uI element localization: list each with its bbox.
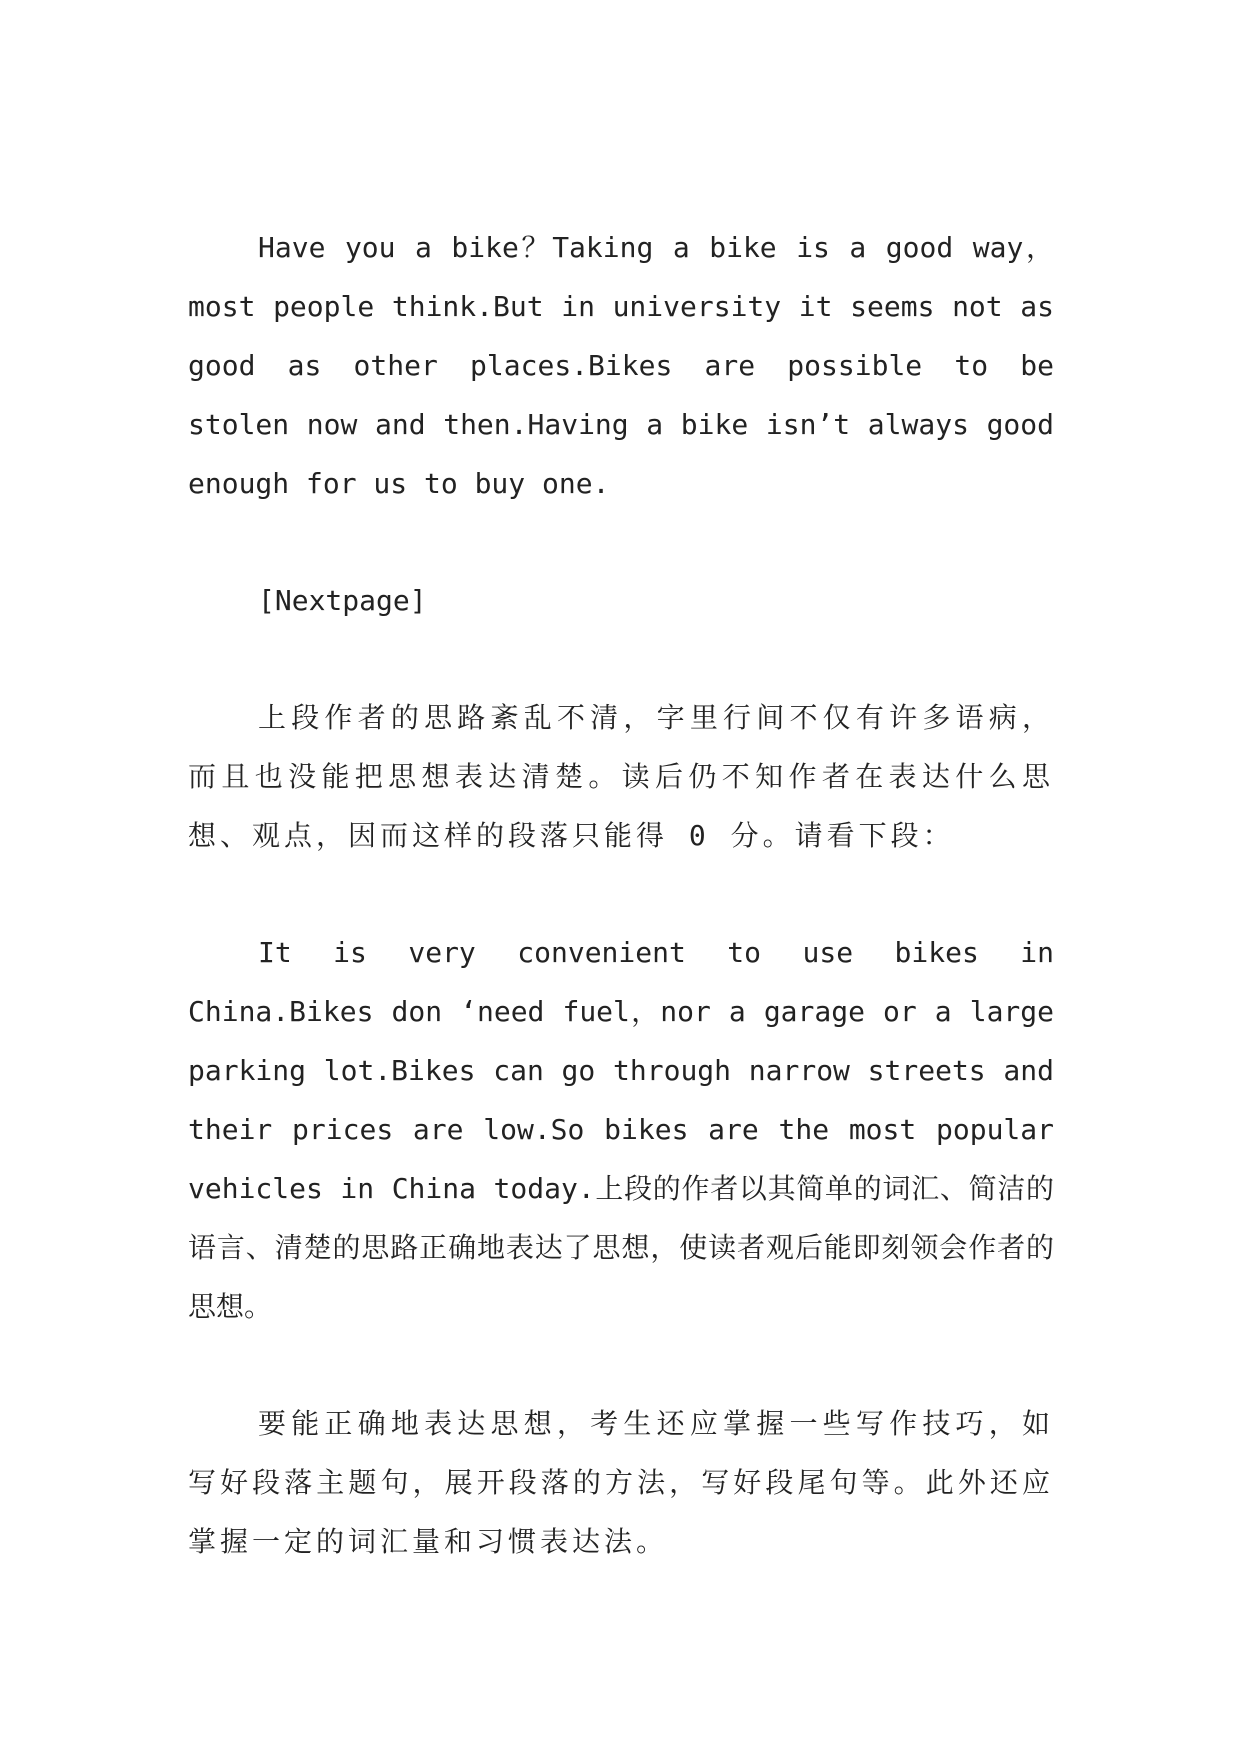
- paragraph-writing-skills: 要能正确地表达思想，考生还应掌握一些写作技巧，如写好段落主题句，展开段落的方法，写好段尾句等。此外还应掌握一定的词汇量和习惯表达法。: [188, 1407, 1054, 1558]
- paragraph-critique: 上段作者的思路紊乱不清，字里行间不仅有许多语病，而且也没能把思想表达清楚。读后仍不知作者在表达什么思想、观点，因而这样的段落只能得 0 分。请看下段：: [188, 701, 1054, 852]
- nextpage-marker: [Nextpage]: [258, 584, 427, 617]
- document-page: [188, 218, 1054, 1629]
- paragraph-bike-question: Have you a bike？Taking a bike is a good way，most people think.But in university it seems not as good as other places.Bikes are possible to be stolen now and then.Having a bike isn’t always good enough for us to buy one.: [188, 231, 1054, 500]
- paragraph-convenient-bikes: It is very convenient to use bikes in China.Bikes don ‘need fuel，nor a garage or a large parking lot.Bikes can go through narrow streets and their prices are low.So bikes are the most popular vehicles in China today.上段的作者以其简单的词汇、简洁的语言、清楚的思路正确地表达了思想，使读者观后能即刻领会作者的思想。: [188, 936, 1054, 1323]
